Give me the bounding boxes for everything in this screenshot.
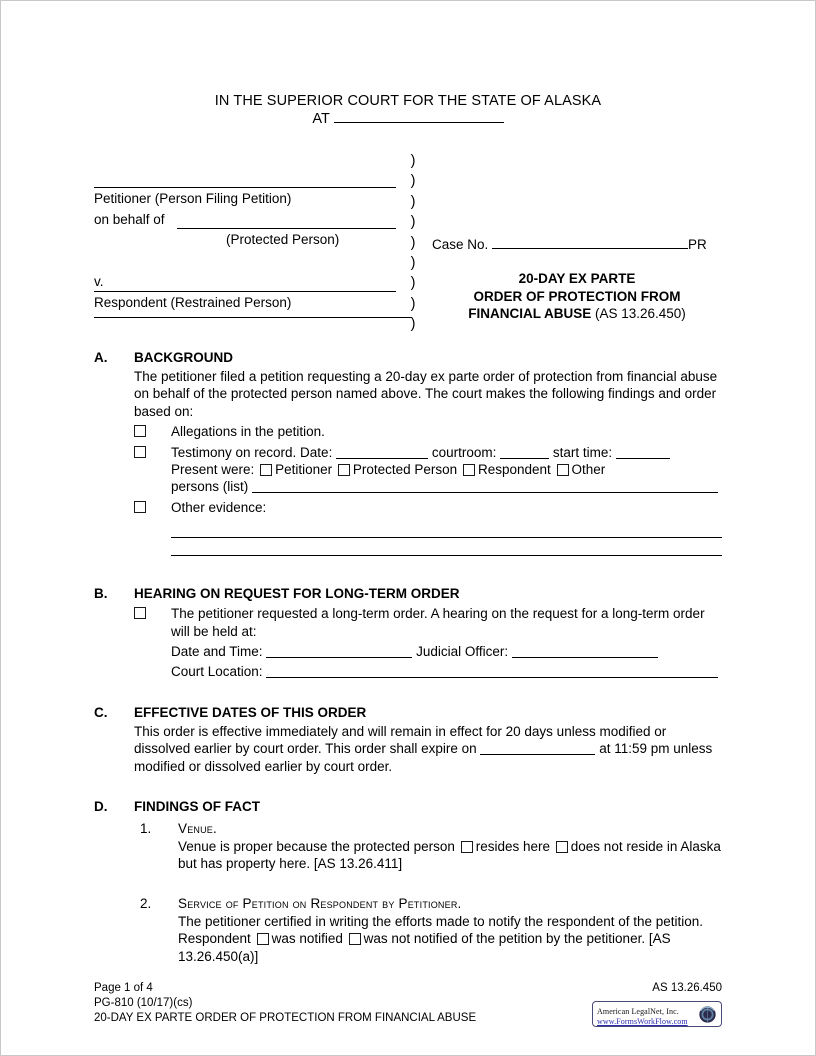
persons-list-line <box>171 478 722 495</box>
petitioner-label: Petitioner (Person Filing Petition) <box>94 191 292 206</box>
checkbox-was-notified[interactable] <box>257 933 269 945</box>
testimony-start-time-blank[interactable] <box>616 445 670 459</box>
petitioner-name-blank[interactable] <box>94 187 396 188</box>
checkbox-row-allegations[interactable] <box>134 423 722 440</box>
finding-item-venue <box>134 820 722 872</box>
testimony-courtroom-blank[interactable] <box>500 445 549 459</box>
vendor-logo-box <box>592 1001 722 1027</box>
document-title <box>432 270 722 323</box>
respondent-name-blank[interactable] <box>94 291 396 292</box>
vendor-name: American LegalNet, Inc. <box>597 1007 679 1017</box>
finding-1-text-a: Venue is proper because the protected person <box>178 838 455 854</box>
present-other-label: Other <box>571 462 606 478</box>
checkbox-other-evidence[interactable] <box>134 501 146 513</box>
checkbox-row-testimony[interactable] <box>134 444 722 496</box>
versus-label: v. <box>94 274 104 289</box>
checkbox-allegations-label: Allegations in the petition. <box>171 424 325 440</box>
section-b-heading <box>94 585 722 602</box>
checkbox-row-other-evidence[interactable] <box>134 499 722 516</box>
checkbox-long-term-hearing[interactable] <box>134 607 146 619</box>
finding-2-text <box>178 913 722 965</box>
section-c-text-a: This order is effective immediately and will remain in effect for 20 days unless modified or dissolved earlier by court order. This order shall expire on <box>134 723 667 757</box>
finding-item-service <box>134 895 722 965</box>
finding-2-text-a: The petitioner certified in writing the efforts made to notify the respondent of the petition. Respondent <box>178 913 704 947</box>
caption-right-column <box>432 151 722 323</box>
on-behalf-of-label: on behalf of <box>94 212 165 227</box>
other-evidence-blank-1[interactable] <box>171 537 722 538</box>
checkbox-row-long-term-hearing[interactable] <box>134 605 722 681</box>
caption-paren: ) <box>410 173 416 190</box>
present-respondent-label: Respondent <box>477 462 551 478</box>
checkbox-present-protected-person[interactable] <box>338 464 350 476</box>
globe-icon <box>698 1005 717 1024</box>
footer-right <box>592 981 722 1027</box>
court-location-line <box>171 663 722 680</box>
present-were-label: Present were: <box>171 462 255 478</box>
present-protected-person-label: Protected Person <box>352 462 458 478</box>
section-c-text <box>134 723 722 775</box>
court-location-label: Court Location: <box>171 664 263 680</box>
section-c-letter: C. <box>94 704 108 720</box>
footer-left <box>94 981 476 1027</box>
section-d-body <box>134 820 722 965</box>
caption-paren: ) <box>410 234 416 251</box>
finding-2-option-1: was notified <box>271 931 343 947</box>
vendor-url[interactable]: www.FormsWorkFlow.com <box>597 1017 688 1027</box>
footer-page-number: Page 1 of 4 <box>94 982 153 994</box>
court-location-row <box>94 110 722 128</box>
section-c-body <box>134 723 722 775</box>
document-title-line1: 20-DAY EX PARTE <box>518 271 636 286</box>
other-evidence-blank-2[interactable] <box>171 555 722 556</box>
court-at-blank[interactable] <box>334 110 504 123</box>
caption-paren: ) <box>410 214 416 231</box>
case-number-row <box>432 236 722 252</box>
case-number-suffix: PR <box>688 237 707 252</box>
caption-paren: ) <box>410 295 416 312</box>
checkbox-does-not-reside-here[interactable] <box>556 841 568 853</box>
caption-paren: ) <box>410 275 416 292</box>
caption-block <box>94 151 722 333</box>
checkbox-present-petitioner[interactable] <box>260 464 272 476</box>
judicial-officer-blank[interactable] <box>512 644 658 658</box>
date-and-time-label: Date and Time: <box>171 644 263 660</box>
case-number-blank[interactable] <box>492 236 688 249</box>
document-body <box>94 93 722 965</box>
checkbox-testimony[interactable] <box>134 446 146 458</box>
testimony-courtroom-label: courtroom: <box>431 444 497 460</box>
persons-list-blank[interactable] <box>252 479 718 493</box>
checkbox-was-not-notified[interactable] <box>349 933 361 945</box>
section-b-body <box>134 605 722 681</box>
section-c-text-b: at 11:59 pm unless modified or dissolved earlier by court order. <box>134 741 713 774</box>
finding-2-number: 2. <box>140 896 152 912</box>
finding-1-number: 1. <box>140 821 152 837</box>
respondent-label: Respondent (Restrained Person) <box>94 295 292 310</box>
finding-2-heading: Service of Petition on Respondent by Petitioner. <box>178 896 462 912</box>
court-heading: IN THE SUPERIOR COURT FOR THE STATE OF ALASKA <box>214 93 602 109</box>
case-number-label: Case No. <box>432 237 489 252</box>
caption-paren-column <box>404 151 422 335</box>
section-c-title: EFFECTIVE DATES OF THIS ORDER <box>134 704 367 720</box>
hearing-datetime-line <box>171 643 722 660</box>
persons-list-label: persons (list) <box>171 479 249 495</box>
section-b-letter: B. <box>94 586 108 602</box>
checkbox-present-other[interactable] <box>557 464 569 476</box>
section-a-title: BACKGROUND <box>134 350 233 365</box>
section-a-intro: The petitioner filed a petition requesting a 20-day ex parte order of protection from financial abuse on behalf of the protected person named above. The court makes the following findings and order based on: <box>134 369 718 419</box>
section-d <box>94 798 722 965</box>
caption-paren: ) <box>410 153 416 169</box>
caption-paren: ) <box>410 193 416 210</box>
section-d-letter: D. <box>94 799 108 815</box>
finding-1-option-2: does not reside in Alaska but has property here. [AS 13.26.411] <box>178 838 721 871</box>
testimony-detail-line <box>171 444 722 461</box>
footer-form-number: PG-810 (10/17)(cs) <box>94 997 193 1010</box>
document-title-line2: ORDER OF PROTECTION FROM <box>473 288 681 304</box>
present-were-line <box>171 461 722 478</box>
testimony-date-blank[interactable] <box>336 445 428 459</box>
finding-1-heading: Venue. <box>178 821 217 837</box>
date-and-time-blank[interactable] <box>266 644 412 658</box>
section-c-heading <box>94 704 722 721</box>
footer-statute: AS 13.26.450 <box>652 982 722 994</box>
section-d-heading <box>94 798 722 815</box>
section-d-title: FINDINGS OF FACT <box>134 799 260 815</box>
caption-paren: ) <box>410 255 416 272</box>
section-b <box>94 585 722 681</box>
protected-person-blank[interactable] <box>177 228 396 229</box>
testimony-start-time-label: start time: <box>552 444 613 460</box>
document-title-statute: (AS 13.26.450) <box>594 306 686 321</box>
section-a-letter: A. <box>94 350 108 365</box>
expiration-date-blank[interactable] <box>480 741 595 755</box>
finding-1-option-1: resides here <box>475 838 551 854</box>
section-a-body <box>134 368 722 556</box>
checkbox-resides-here[interactable] <box>461 841 473 853</box>
checkbox-allegations[interactable] <box>134 425 146 437</box>
judicial-officer-label: Judicial Officer: <box>416 644 509 660</box>
finding-2-option-2: was not notified of the petition by the petitioner. [AS 13.26.450(a)] <box>178 931 671 964</box>
checkbox-long-term-hearing-label: The petitioner requested a long-term order. A hearing on the request for a long-term order will be held at: <box>171 606 705 639</box>
caption-bottom-rule <box>94 317 412 318</box>
document-title-line3-text: FINANCIAL ABUSE <box>468 306 592 321</box>
checkbox-present-respondent[interactable] <box>463 464 475 476</box>
present-petitioner-label: Petitioner <box>275 462 333 478</box>
testimony-date-label: Testimony on record. Date: <box>171 444 333 460</box>
finding-1-text <box>178 838 722 873</box>
protected-person-label: (Protected Person) <box>226 232 340 247</box>
checkbox-other-evidence-label: Other evidence: <box>171 499 267 515</box>
court-location-blank[interactable] <box>266 664 718 678</box>
section-a <box>94 349 722 556</box>
page-footer <box>94 981 722 1027</box>
court-at-label: AT <box>312 111 330 127</box>
document-title-line3 <box>432 305 722 323</box>
section-c <box>94 704 722 775</box>
caption-paren: ) <box>410 316 416 333</box>
footer-form-title: 20-DAY EX PARTE ORDER OF PROTECTION FROM FINANCIAL ABUSE <box>94 1012 477 1025</box>
section-a-heading <box>94 349 722 366</box>
section-b-title: HEARING ON REQUEST FOR LONG-TERM ORDER <box>134 586 460 602</box>
